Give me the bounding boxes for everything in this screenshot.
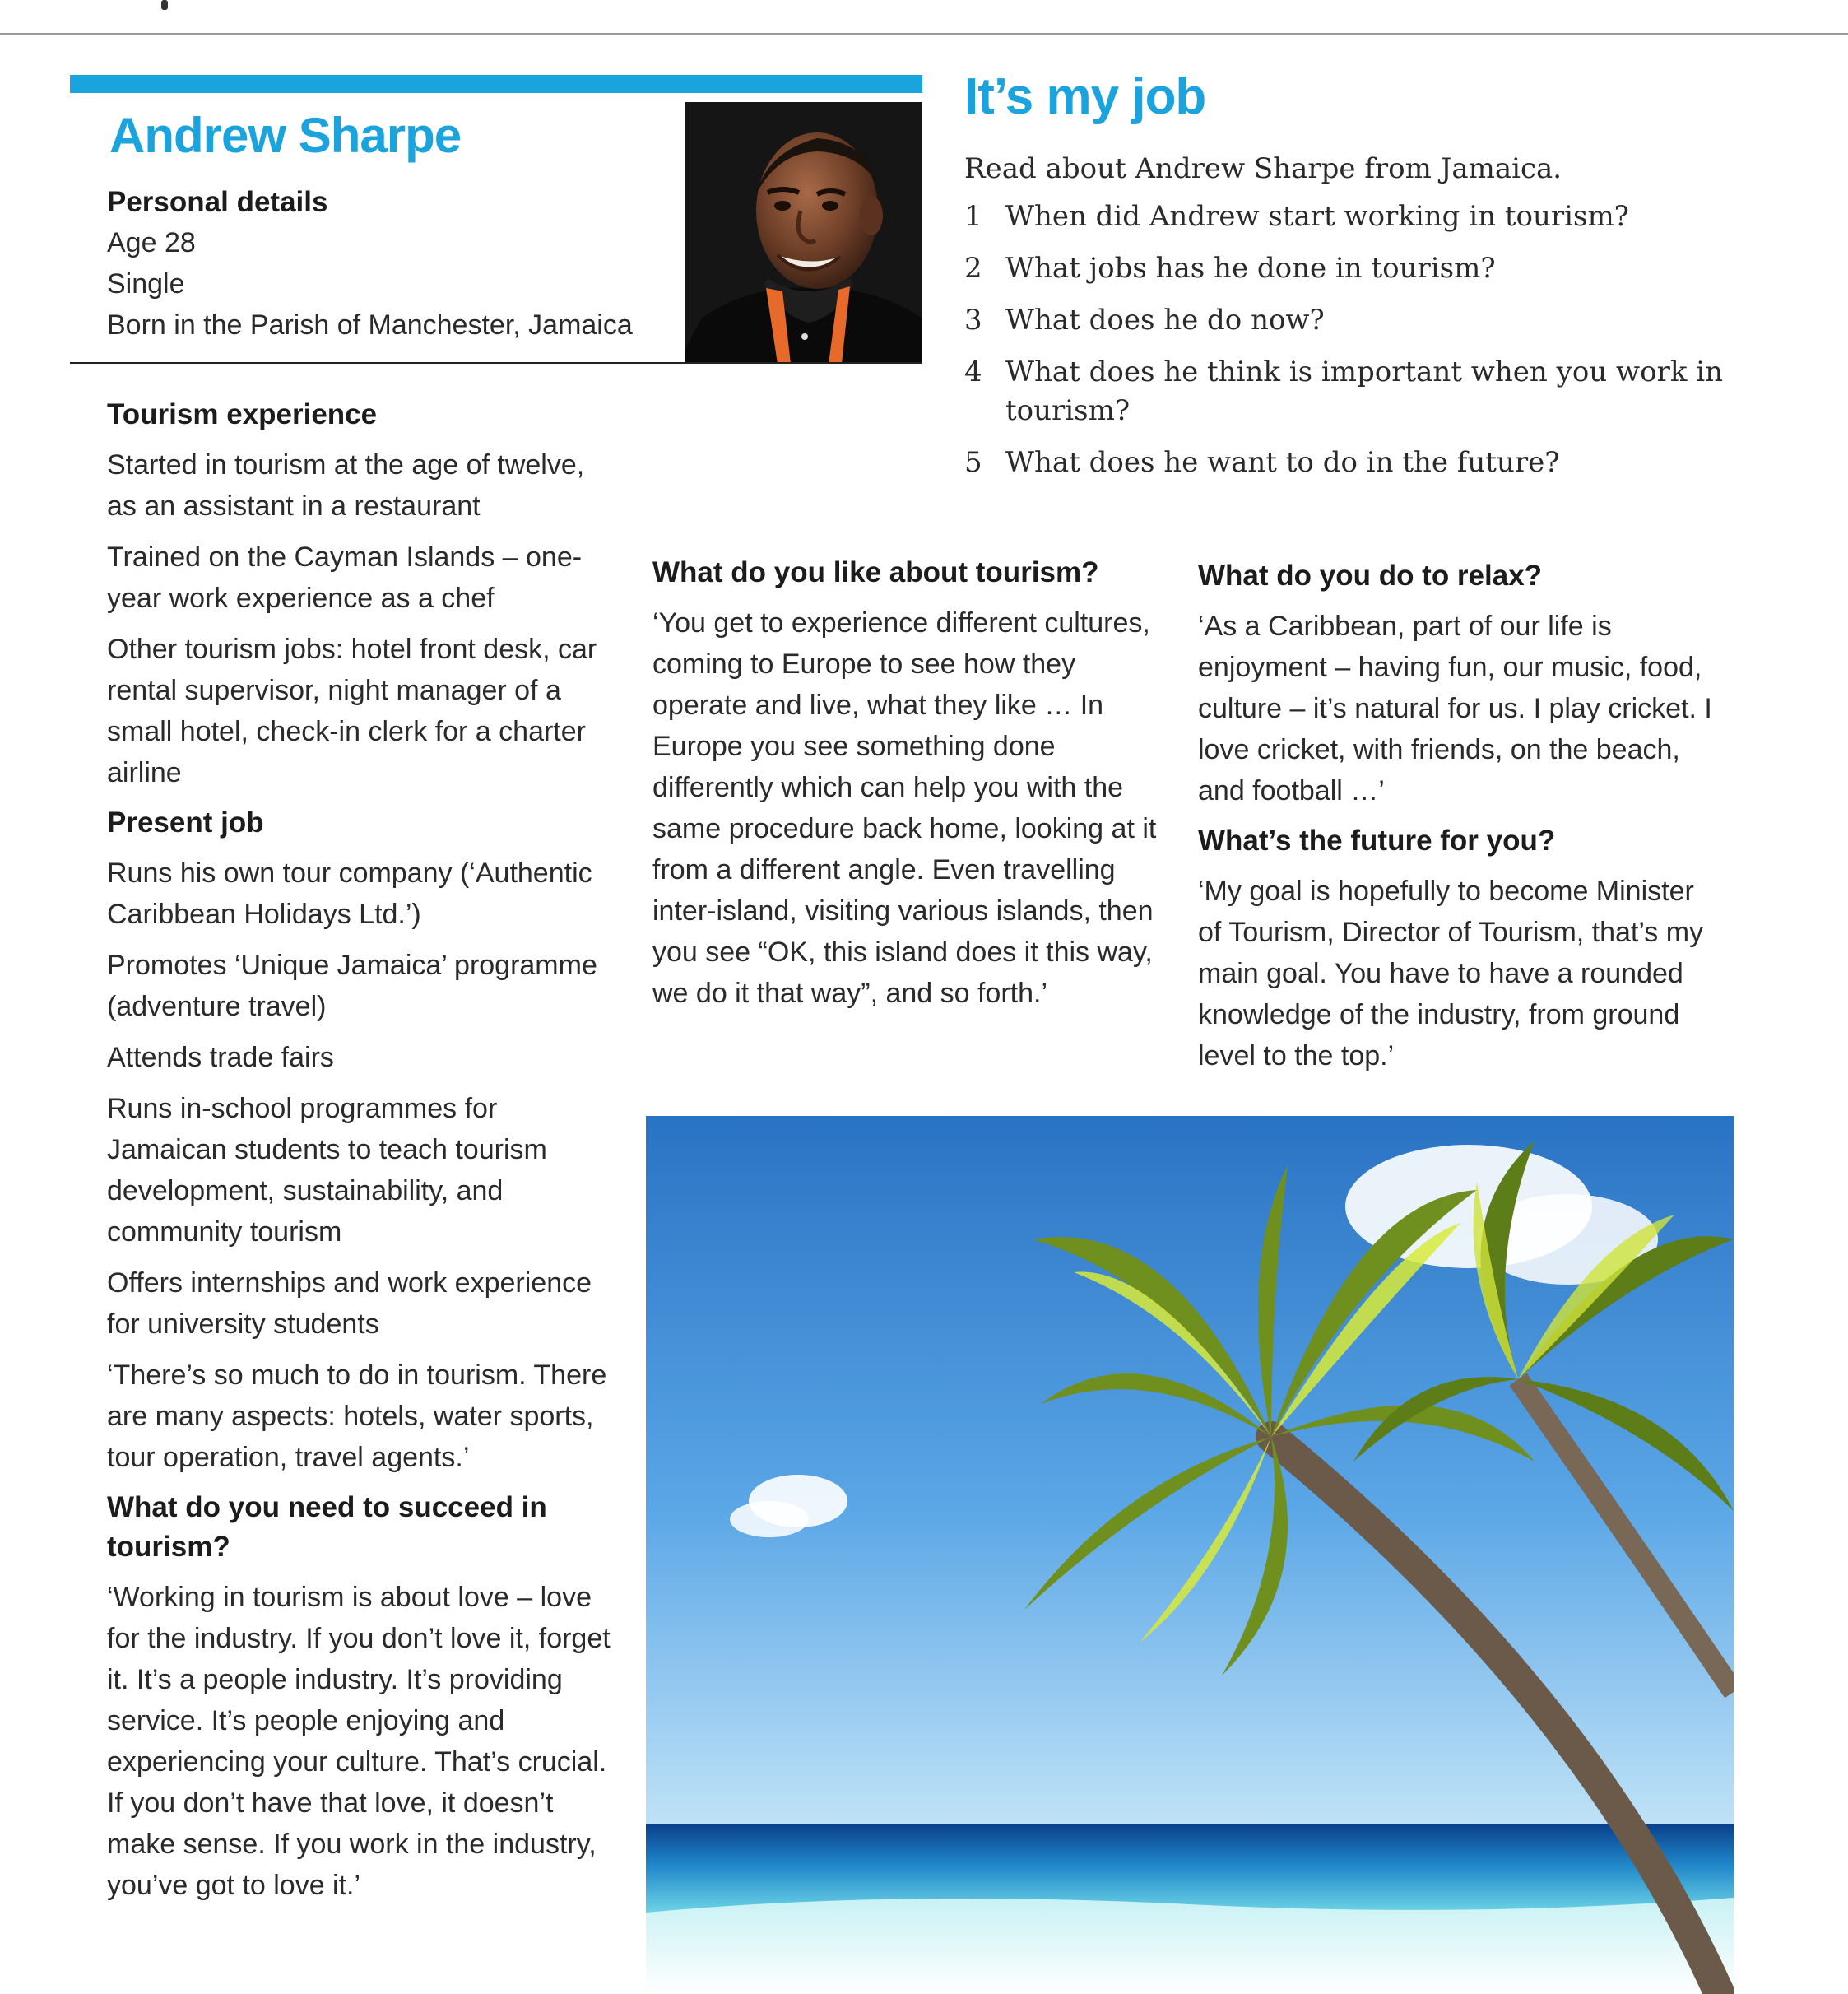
- question-text: What jobs has he done in tourism?: [1005, 252, 1496, 285]
- profile-bottom-rule: [70, 362, 922, 364]
- detail-age: Age 28: [107, 227, 196, 258]
- present-job-item: Attends trade fairs: [107, 1042, 334, 1073]
- profile-name: Andrew Sharpe: [109, 108, 462, 163]
- right-column: [1198, 556, 1716, 1076]
- experience-item: Other tourism jobs: hotel front desk, car rental supervisor, night manager of a small hotel, check-in clerk for a charter airline: [107, 634, 597, 788]
- present-job-item: Runs his own tour company (‘Authentic Caribbean Holidays Ltd.’): [107, 858, 592, 930]
- present-job-quote: ‘There’s so much to do in tourism. There are many aspects: hotels, water sports, tour operation, travel agents.’: [107, 1360, 607, 1473]
- like-quote: ‘You get to experience different cultures, coming to Europe to see how they operate and live, what they like … In Europe you see something done differently which can help you with the same procedure back home, looking at it from a different angle. Even travelling inter-island, visiting various islands, then you see “OK, this island does it this way, we do it that way”, and so forth.’: [652, 607, 1157, 1009]
- question-item: [964, 249, 1787, 288]
- question-text: What does he think is important when you work in tourism?: [1005, 356, 1724, 427]
- relax-quote: ‘As a Caribbean, part of our life is enjoyment – having fun, our music, food, culture – it’s natural for us. I play cricket. I love cricket, with friends, on the beach, and football …’: [1198, 611, 1712, 806]
- present-job-item: Runs in-school programmes for Jamaican students to teach tourism development, sustainability, and community tourism: [107, 1093, 547, 1248]
- section-title: It’s my job: [964, 68, 1206, 125]
- question-number: 5: [964, 446, 982, 479]
- relax-heading: What do you do to relax?: [1198, 560, 1543, 592]
- experience-item: Started in tourism at the age of twelve, as an assistant in a restaurant: [107, 449, 585, 522]
- scan-speck: [161, 0, 168, 10]
- question-text: When did Andrew start working in tourism?: [1005, 200, 1629, 233]
- question-item: [964, 353, 1787, 430]
- experience-heading: Tourism experience: [107, 398, 378, 430]
- succeed-quote: ‘Working in tourism is about love – love for the industry. If you don’t love it, forget it. It’s a people industry. It’s providing service. It’s people enjoying and experiencing your culture. That’s crucial. If you don’t have that love, it doesn’t make sense. If you work in the industry, you’ve got to love it.’: [107, 1582, 611, 1901]
- question-item: [964, 444, 1787, 482]
- question-text: What does he do now?: [1005, 304, 1325, 337]
- question-number: 3: [964, 304, 982, 337]
- beach-palm-photo: [646, 1116, 1734, 1994]
- left-column: [107, 395, 621, 1906]
- question-item: [964, 198, 1787, 236]
- future-quote: ‘My goal is hopefully to become Minister of Tourism, Director of Tourism, that’s my main goal. You have to have a rounded knowledge of the industry, from ground level to the top.’: [1198, 876, 1704, 1071]
- question-text: What does he want to do in the future?: [1005, 446, 1560, 479]
- portrait-photo: [685, 102, 922, 364]
- question-item: [964, 301, 1787, 340]
- experience-item: Trained on the Cayman Islands – one-year work experience as a chef: [107, 541, 583, 614]
- question-number: 4: [964, 356, 982, 388]
- succeed-heading: What do you need to succeed in tourism?: [107, 1491, 547, 1563]
- future-heading: What’s the future for you?: [1198, 825, 1556, 857]
- middle-column: [652, 553, 1167, 1014]
- personal-details: [107, 183, 699, 346]
- detail-birthplace: Born in the Parish of Manchester, Jamaica: [107, 309, 633, 341]
- profile-header-bar: [70, 75, 922, 93]
- like-heading: What do you like about tourism?: [652, 556, 1099, 588]
- question-number: 2: [964, 252, 982, 285]
- present-job-item: Promotes ‘Unique Jamaica’ programme (adventure travel): [107, 950, 597, 1022]
- present-job-item: Offers internships and work experience for university students: [107, 1267, 592, 1340]
- question-number: 1: [964, 200, 982, 233]
- top-rule: [0, 33, 1848, 35]
- question-list: [964, 198, 1787, 495]
- personal-details-heading: Personal details: [107, 186, 328, 218]
- present-job-heading: Present job: [107, 806, 264, 839]
- intro-lead: Read about Andrew Sharpe from Jamaica.: [964, 152, 1562, 185]
- detail-status: Single: [107, 268, 185, 300]
